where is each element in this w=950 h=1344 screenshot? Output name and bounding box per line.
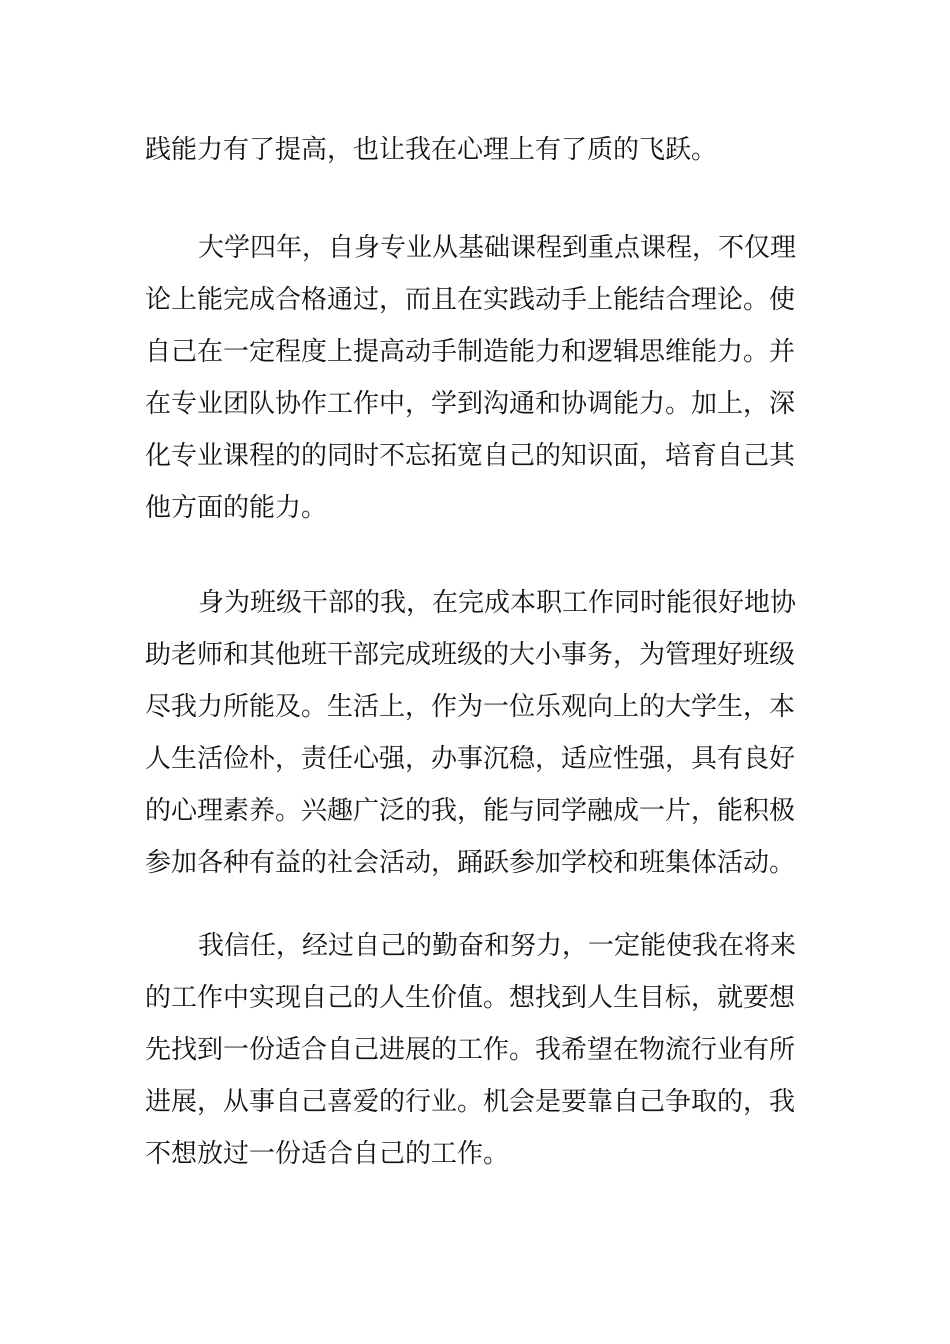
paragraph-3 (145, 577, 810, 889)
paragraph-line: 化专业课程的的同时不忘拓宽自己的知识面，培育自己其 (145, 441, 796, 471)
paragraph-4 (145, 920, 810, 1180)
paragraph-line: 在专业团队协作工作中，学到沟通和协调能力。加上，深 (145, 389, 796, 419)
paragraph-line: 不想放过一份适合自己的工作。 (145, 1139, 510, 1169)
paragraph-line: 的工作中实现自己的人生价值。想找到人生目标，就要想 (145, 983, 796, 1013)
paragraph-line: 的心理素养。兴趣广泛的我，能与同学融成一片，能积极 (145, 796, 796, 826)
paragraph-line: 大学四年，自身专业从基础课程到重点课程，不仅理 (198, 233, 797, 263)
paragraph-line: 参加各种有益的社会活动，踊跃参加学校和班集体活动。 (145, 848, 796, 878)
paragraph-2 (145, 222, 810, 534)
paragraph-1 (145, 124, 810, 176)
paragraph-line: 尽我力所能及。生活上，作为一位乐观向上的大学生，本 (145, 692, 796, 722)
paragraph-line: 助老师和其他班干部完成班级的大小事务，为管理好班级 (145, 640, 796, 670)
paragraph-line: 我信任，经过自己的勤奋和努力，一定能使我在将来 (198, 931, 797, 961)
paragraph-line: 自己在一定程度上提高动手制造能力和逻辑思维能力。并 (145, 337, 796, 367)
paragraph-line: 身为班级干部的我，在完成本职工作同时能很好地协 (198, 588, 797, 618)
paragraph-line: 人生活俭朴，责任心强，办事沉稳，适应性强，具有良好 (145, 744, 796, 774)
paragraph-line: 进展，从事自己喜爱的行业。机会是要靠自己争取的，我 (145, 1087, 796, 1117)
paragraph-line: 他方面的能力。 (145, 493, 328, 523)
paragraph-line: 践能力有了提高，也让我在心理上有了质的飞跃。 (145, 135, 718, 165)
paragraph-line: 论上能完成合格通过，而且在实践动手上能结合理论。使 (145, 285, 796, 315)
paragraph-line: 先找到一份适合自己进展的工作。我希望在物流行业有所 (145, 1035, 796, 1065)
